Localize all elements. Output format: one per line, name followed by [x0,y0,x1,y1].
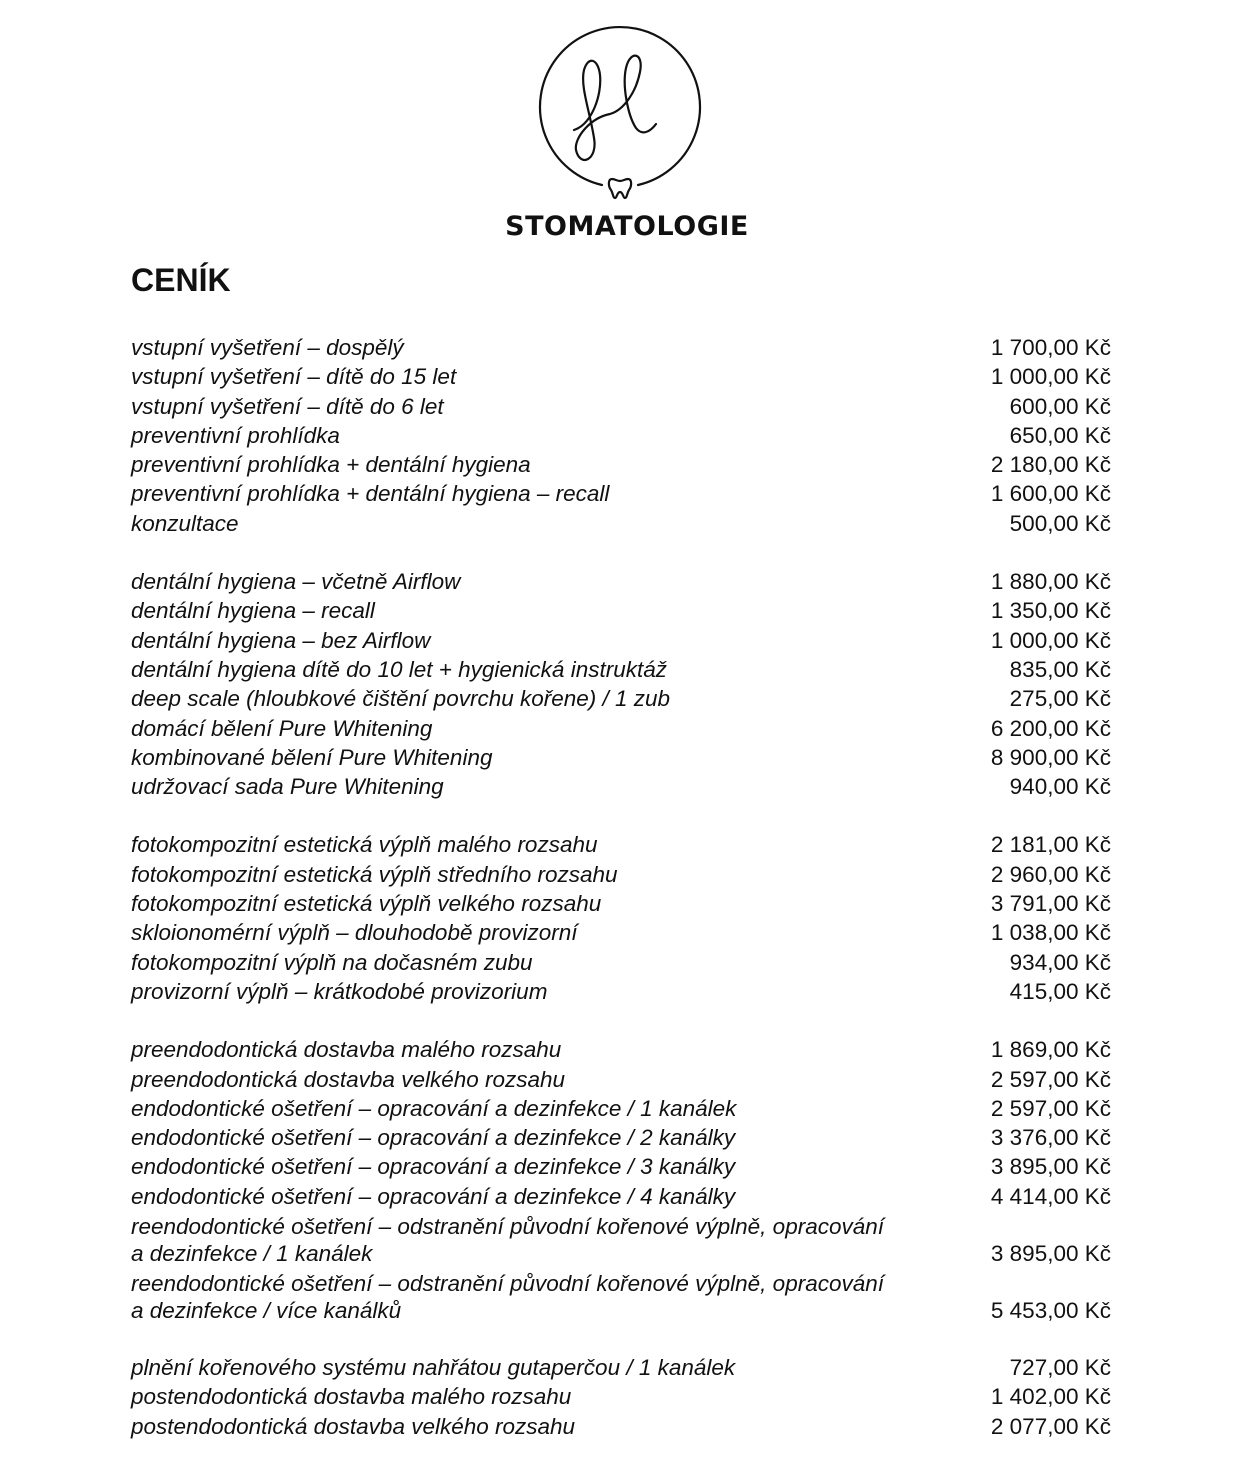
service-name: postendodontická dostavba malého rozsahu [131,1384,572,1410]
service-name: skloionomérní výplň – dlouhodobě provizorní [131,920,578,946]
service-name: endodontické ošetření – opracování a dezinfekce / 2 kanálky [131,1125,736,1151]
service-name: fotokompozitní estetická výplň velkého rozsahu [131,891,602,917]
price-row [131,1152,1111,1181]
service-name: dentální hygiena – recall [131,598,375,624]
clinic-logo [532,20,708,200]
service-price: 4 414,00 Kč [990,1183,1111,1209]
price-row [131,714,1111,743]
service-name: domácí bělení Pure Whitening [131,715,433,741]
service-name: dentální hygiena dítě do 10 let + hygienická instruktáž [131,656,667,682]
service-name: dentální hygiena – včetně Airflow [131,569,461,595]
brand-name: STOMATOLOGIE [505,211,749,242]
logo-monogram [574,56,656,160]
price-row [131,743,1111,772]
service-price: 727,00 Kč [1009,1355,1111,1381]
price-row [131,860,1111,889]
service-name: udržovací sada Pure Whitening [131,774,444,800]
service-price: 934,00 Kč [1009,949,1111,975]
service-price: 2 960,00 Kč [990,861,1111,887]
service-name: provizorní výplň – krátkodobé provizorium [131,978,548,1004]
service-price: 6 200,00 Kč [990,715,1111,741]
price-row [131,626,1111,655]
service-price: 2 077,00 Kč [990,1413,1111,1439]
service-price: 940,00 Kč [1009,774,1111,800]
price-row [131,362,1111,391]
price-row [131,1382,1111,1411]
service-price: 1 350,00 Kč [990,598,1111,624]
service-price: 835,00 Kč [1009,656,1111,682]
service-name: preventivní prohlídka [131,422,340,448]
service-price: 2 181,00 Kč [990,832,1111,858]
service-price: 415,00 Kč [1009,978,1111,1004]
service-price: 650,00 Kč [1009,422,1111,448]
service-price: 3 791,00 Kč [990,891,1111,917]
service-price: 1 600,00 Kč [990,481,1111,507]
service-name: fotokompozitní výplň na dočasném zubu [131,949,533,975]
service-price: 600,00 Kč [1009,393,1111,419]
service-name: preendodontická dostavba velkého rozsahu [131,1066,566,1092]
price-row [131,1412,1111,1441]
price-list [131,333,1111,1470]
price-row [131,948,1111,977]
service-price: 3 895,00 Kč [990,1241,1111,1267]
service-name: deep scale (hloubkové čištění povrchu kořene) / 1 zub [131,686,671,712]
price-row [131,1123,1111,1152]
service-price: 500,00 Kč [1009,510,1111,536]
price-row [131,889,1111,918]
service-price: 8 900,00 Kč [990,744,1111,770]
service-price: 1 000,00 Kč [990,627,1111,653]
service-price: 1 000,00 Kč [990,364,1111,390]
service-name: preventivní prohlídka + dentální hygiena [131,452,531,478]
service-name: vstupní vyšetření – dítě do 6 let [131,393,444,419]
price-group [131,567,1111,801]
service-name: reendodontické ošetření – odstranění původní kořenové výplně, opracování a dezinfekce / více kanálků [131,1271,885,1324]
price-row [131,1270,1111,1324]
service-price: 5 453,00 Kč [990,1298,1111,1324]
price-group [131,333,1111,538]
tooth-icon [609,179,631,198]
service-name: preventivní prohlídka + dentální hygiena – recall [131,481,610,507]
service-name: vstupní vyšetření – dospělý [131,335,404,360]
service-price: 1 880,00 Kč [990,569,1111,595]
service-name: vstupní vyšetření – dítě do 15 let [131,364,457,390]
service-price: 1 402,00 Kč [990,1384,1111,1410]
service-name: endodontické ošetření – opracování a dezinfekce / 1 kanálek [131,1095,737,1121]
service-price: 2 597,00 Kč [990,1095,1111,1121]
price-group [131,1353,1111,1441]
service-name: reendodontické ošetření – odstranění původní kořenové výplně, opracování a dezinfekce / 1 kanálek [131,1214,885,1267]
service-name: kombinované bělení Pure Whitening [131,744,493,770]
price-row [131,918,1111,947]
price-row [131,1213,1111,1267]
service-name: konzultace [131,510,239,536]
service-price: 1 038,00 Kč [990,920,1111,946]
service-name: preendodontická dostavba malého rozsahu [131,1037,562,1063]
price-row [131,977,1111,1006]
service-name: postendodontická dostavba velkého rozsahu [131,1413,576,1439]
price-row [131,684,1111,713]
price-row [131,450,1111,479]
price-row [131,392,1111,421]
service-price: 2 597,00 Kč [990,1066,1111,1092]
service-name: endodontické ošetření – opracování a dezinfekce / 4 kanálky [131,1183,736,1209]
price-row [131,421,1111,450]
service-price: 1 700,00 Kč [990,335,1111,360]
price-row [131,655,1111,684]
service-name: fotokompozitní estetická výplň malého rozsahu [131,832,598,858]
service-name: dentální hygiena – bez Airflow [131,627,431,653]
service-name: fotokompozitní estetická výplň středního rozsahu [131,861,618,887]
service-price: 1 869,00 Kč [990,1037,1111,1063]
price-row [131,1182,1111,1211]
price-group [131,830,1111,1006]
price-row [131,567,1111,596]
price-row [131,772,1111,801]
price-row [131,830,1111,859]
service-price: 3 895,00 Kč [990,1154,1111,1180]
price-group [131,1035,1111,1324]
service-name: plnění kořenového systému nahřátou gutaperčou / 1 kanálek [131,1355,736,1381]
price-row [131,1065,1111,1094]
price-row [131,333,1111,362]
price-row [131,1353,1111,1382]
service-price: 3 376,00 Kč [990,1125,1111,1151]
service-name: endodontické ošetření – opracování a dezinfekce / 3 kanálky [131,1154,736,1180]
price-row [131,1094,1111,1123]
price-row [131,1035,1111,1064]
page-title: CENÍK [131,262,231,298]
price-row [131,509,1111,538]
price-row [131,479,1111,508]
service-price: 275,00 Kč [1009,686,1111,712]
price-row [131,596,1111,625]
service-price: 2 180,00 Kč [990,452,1111,478]
